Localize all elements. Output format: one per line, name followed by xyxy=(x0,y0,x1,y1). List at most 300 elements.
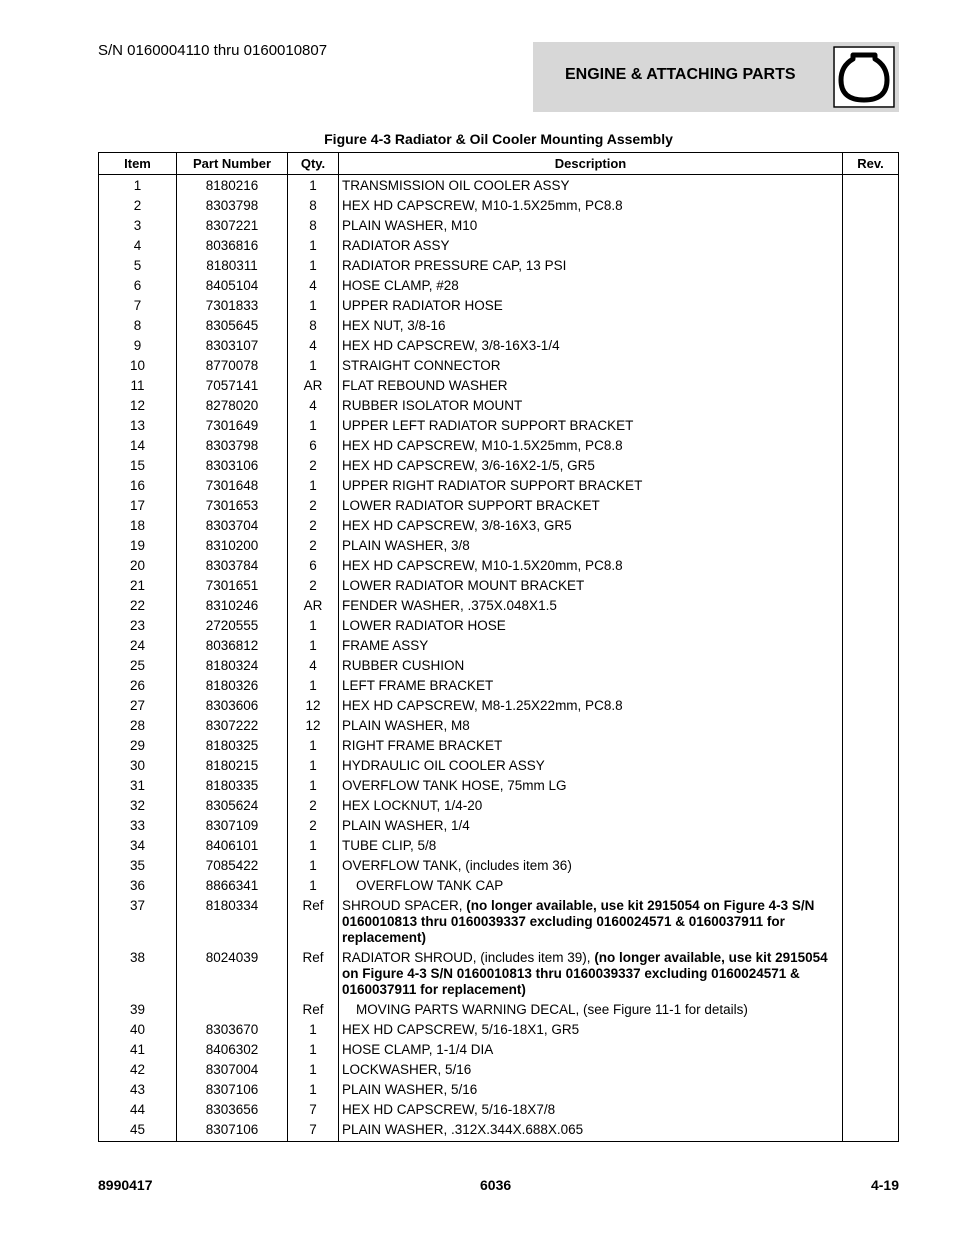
cell-qty: 1 xyxy=(288,616,339,636)
cell-description xyxy=(339,1020,843,1040)
cell-qty: 8 xyxy=(288,316,339,336)
cell-description xyxy=(339,1000,843,1020)
cell-item: 29 xyxy=(99,736,177,756)
description-text: LOWER RADIATOR HOSE xyxy=(342,618,506,633)
description-text: HEX HD CAPSCREW, 5/16-18X1, GR5 xyxy=(342,1022,580,1037)
description-text: HEX HD CAPSCREW, 5/16-18X7/8 xyxy=(342,1102,556,1117)
cell-item: 7 xyxy=(99,296,177,316)
cell-description xyxy=(339,636,843,656)
cell-qty: 1 xyxy=(288,296,339,316)
cell-part-number: 7301649 xyxy=(177,416,288,436)
cell-part-number: 8180326 xyxy=(177,676,288,696)
cell-qty: 2 xyxy=(288,816,339,836)
cell-part-number: 8303606 xyxy=(177,696,288,716)
cell-rev xyxy=(843,216,899,236)
cell-qty: 6 xyxy=(288,436,339,456)
cell-rev xyxy=(843,596,899,616)
description-text: FLAT REBOUND WASHER xyxy=(342,378,508,393)
cell-rev xyxy=(843,1060,899,1080)
description-text: HEX HD CAPSCREW, 3/6-16X2-1/5, GR5 xyxy=(342,458,595,473)
cell-item: 36 xyxy=(99,876,177,896)
cell-rev xyxy=(843,336,899,356)
cell-rev xyxy=(843,1020,899,1040)
description-note: (no longer available, use kit 2915054 on Figure 4-3 S/N 0160010813 thru 0160039337 excluding 0160024571 & 0160037911 for replacement) xyxy=(342,950,828,997)
cell-qty: 1 xyxy=(288,736,339,756)
description-text: LEFT FRAME BRACKET xyxy=(342,678,494,693)
table-header-row xyxy=(99,153,899,175)
cell-item: 31 xyxy=(99,776,177,796)
table-row xyxy=(99,396,899,416)
table-row xyxy=(99,316,899,336)
cell-rev xyxy=(843,1000,899,1020)
cell-part-number: 8307106 xyxy=(177,1080,288,1100)
cell-part-number: 8180335 xyxy=(177,776,288,796)
cell-item: 16 xyxy=(99,476,177,496)
cell-item: 34 xyxy=(99,836,177,856)
table-row xyxy=(99,696,899,716)
cell-item: 15 xyxy=(99,456,177,476)
cell-description xyxy=(339,596,843,616)
cell-qty: 2 xyxy=(288,796,339,816)
cell-qty: 8 xyxy=(288,196,339,216)
table-row xyxy=(99,256,899,276)
description-text: HEX HD CAPSCREW, M10-1.5X25mm, PC8.8 xyxy=(342,438,623,453)
cell-item: 38 xyxy=(99,948,177,1000)
table-row xyxy=(99,636,899,656)
cell-item: 5 xyxy=(99,256,177,276)
cell-description xyxy=(339,436,843,456)
cell-qty: 1 xyxy=(288,676,339,696)
table-row xyxy=(99,556,899,576)
cell-description xyxy=(339,816,843,836)
description-note: (no longer available, use kit 2915054 on Figure 4-3 S/N 0160010813 thru 0160039337 excluding 0160024571 & 0160037911 for replacement) xyxy=(342,898,815,945)
figure-title: Figure 4-3 Radiator & Oil Cooler Mounting Assembly xyxy=(324,131,673,147)
table-row xyxy=(99,336,899,356)
description-text: UPPER RIGHT RADIATOR SUPPORT BRACKET xyxy=(342,478,643,493)
description-text: HEX LOCKNUT, 1/4-20 xyxy=(342,798,483,813)
table-row xyxy=(99,496,899,516)
cell-item: 40 xyxy=(99,1020,177,1040)
cell-part-number: 7301648 xyxy=(177,476,288,496)
cell-qty: 4 xyxy=(288,276,339,296)
table-row xyxy=(99,416,899,436)
cell-qty: 4 xyxy=(288,656,339,676)
description-text: RADIATOR SHROUD, (includes item 39), xyxy=(342,950,595,965)
column-header-qty: Qty. xyxy=(288,153,339,175)
table-row xyxy=(99,436,899,456)
cell-qty: 1 xyxy=(288,416,339,436)
cell-rev xyxy=(843,756,899,776)
cell-qty: Ref xyxy=(288,896,339,948)
cell-part-number: 8770078 xyxy=(177,356,288,376)
cell-rev xyxy=(843,556,899,576)
cell-item: 26 xyxy=(99,676,177,696)
table-row xyxy=(99,236,899,256)
cell-part-number: 7301651 xyxy=(177,576,288,596)
cell-qty: 1 xyxy=(288,476,339,496)
cell-part-number: 8305645 xyxy=(177,316,288,336)
cell-part-number: 8180324 xyxy=(177,656,288,676)
cell-item: 24 xyxy=(99,636,177,656)
cell-description xyxy=(339,376,843,396)
cell-part-number: 8303656 xyxy=(177,1100,288,1120)
cell-description xyxy=(339,1120,843,1142)
cell-item: 45 xyxy=(99,1120,177,1142)
cell-part-number: 8303798 xyxy=(177,436,288,456)
cell-qty: 2 xyxy=(288,536,339,556)
cell-part-number: 7057141 xyxy=(177,376,288,396)
table-row xyxy=(99,876,899,896)
cell-description xyxy=(339,896,843,948)
cell-description xyxy=(339,1060,843,1080)
cell-part-number: 8406302 xyxy=(177,1040,288,1060)
footer-page-number: 4-19 xyxy=(870,1177,899,1193)
cell-qty: 1 xyxy=(288,356,339,376)
table-row xyxy=(99,456,899,476)
cell-description xyxy=(339,236,843,256)
table-row xyxy=(99,856,899,876)
column-header-item: Item xyxy=(99,153,177,175)
cell-description xyxy=(339,576,843,596)
cell-rev xyxy=(843,436,899,456)
cell-rev xyxy=(843,616,899,636)
cell-rev xyxy=(843,256,899,276)
cell-rev xyxy=(843,1120,899,1142)
cell-description xyxy=(339,736,843,756)
description-text: LOCKWASHER, 5/16 xyxy=(342,1062,472,1077)
cell-description xyxy=(339,456,843,476)
cell-rev xyxy=(843,1040,899,1060)
description-text: HEX HD CAPSCREW, M8-1.25X22mm, PC8.8 xyxy=(342,698,623,713)
description-text: HOSE CLAMP, #28 xyxy=(342,278,459,293)
cell-item: 21 xyxy=(99,576,177,596)
cell-part-number: 8303704 xyxy=(177,516,288,536)
cell-qty: AR xyxy=(288,596,339,616)
cell-rev xyxy=(843,296,899,316)
cell-part-number: 8180215 xyxy=(177,756,288,776)
cell-qty: 8 xyxy=(288,216,339,236)
cell-item: 42 xyxy=(99,1060,177,1080)
cell-description xyxy=(339,175,843,197)
cell-item: 41 xyxy=(99,1040,177,1060)
cell-description xyxy=(339,856,843,876)
cell-qty: 1 xyxy=(288,236,339,256)
description-text: FENDER WASHER, .375X.048X1.5 xyxy=(342,598,557,613)
table-row xyxy=(99,1080,899,1100)
cell-rev xyxy=(843,716,899,736)
cell-part-number: 8406101 xyxy=(177,836,288,856)
cell-rev xyxy=(843,175,899,197)
cell-qty: 1 xyxy=(288,636,339,656)
cell-qty: 1 xyxy=(288,856,339,876)
cell-item: 13 xyxy=(99,416,177,436)
description-text: PLAIN WASHER, M10 xyxy=(342,218,478,233)
cell-rev xyxy=(843,896,899,948)
cell-rev xyxy=(843,236,899,256)
cell-description xyxy=(339,496,843,516)
cell-part-number: 8180311 xyxy=(177,256,288,276)
footer-doc-number: 8990417 xyxy=(98,1177,153,1193)
cell-qty: 2 xyxy=(288,456,339,476)
section-header xyxy=(533,42,899,112)
cell-rev xyxy=(843,796,899,816)
description-text: MOVING PARTS WARNING DECAL, (see Figure 11-1 for details) xyxy=(356,1002,748,1017)
cell-rev xyxy=(843,416,899,436)
cell-qty: 1 xyxy=(288,1020,339,1040)
description-text: TUBE CLIP, 5/8 xyxy=(342,838,437,853)
cell-rev xyxy=(843,816,899,836)
table-row xyxy=(99,596,899,616)
description-text: PLAIN WASHER, 3/8 xyxy=(342,538,470,553)
table-row xyxy=(99,1100,899,1120)
cell-description xyxy=(339,716,843,736)
cell-part-number: 8303106 xyxy=(177,456,288,476)
cell-item: 6 xyxy=(99,276,177,296)
cell-description xyxy=(339,256,843,276)
cell-description xyxy=(339,296,843,316)
cell-qty: AR xyxy=(288,376,339,396)
cell-part-number xyxy=(177,1000,288,1020)
cell-qty: 7 xyxy=(288,1100,339,1120)
cell-qty: 1 xyxy=(288,756,339,776)
cell-rev xyxy=(843,736,899,756)
cell-qty: 1 xyxy=(288,256,339,276)
description-text: OVERFLOW TANK HOSE, 75mm LG xyxy=(342,778,567,793)
cell-item: 14 xyxy=(99,436,177,456)
description-text: HEX HD CAPSCREW, 3/8-16X3, GR5 xyxy=(342,518,572,533)
cell-part-number: 8036816 xyxy=(177,236,288,256)
cell-part-number: 8307222 xyxy=(177,716,288,736)
cell-item: 43 xyxy=(99,1080,177,1100)
cell-qty: 2 xyxy=(288,496,339,516)
description-text: RUBBER CUSHION xyxy=(342,658,465,673)
description-text: HEX HD CAPSCREW, M10-1.5X20mm, PC8.8 xyxy=(342,558,623,573)
description-text: OVERFLOW TANK CAP xyxy=(356,878,504,893)
cell-part-number: 8024039 xyxy=(177,948,288,1000)
description-text: HEX NUT, 3/8-16 xyxy=(342,318,446,333)
table-row xyxy=(99,736,899,756)
cell-item: 33 xyxy=(99,816,177,836)
cell-description xyxy=(339,676,843,696)
cell-part-number: 8866341 xyxy=(177,876,288,896)
cell-qty: 4 xyxy=(288,396,339,416)
description-text: LOWER RADIATOR SUPPORT BRACKET xyxy=(342,498,600,513)
cell-description xyxy=(339,356,843,376)
cell-part-number: 8303670 xyxy=(177,1020,288,1040)
table-row xyxy=(99,376,899,396)
cell-qty: 2 xyxy=(288,576,339,596)
table-row xyxy=(99,796,899,816)
cell-item: 3 xyxy=(99,216,177,236)
description-text: HOSE CLAMP, 1-1/4 DIA xyxy=(342,1042,494,1057)
description-text: FRAME ASSY xyxy=(342,638,429,653)
cell-qty: 12 xyxy=(288,716,339,736)
table-row xyxy=(99,948,899,1000)
cell-qty: 7 xyxy=(288,1120,339,1142)
cell-part-number: 8303798 xyxy=(177,196,288,216)
table-row xyxy=(99,656,899,676)
cell-item: 25 xyxy=(99,656,177,676)
cell-rev xyxy=(843,476,899,496)
cell-part-number: 7301833 xyxy=(177,296,288,316)
cell-item: 1 xyxy=(99,175,177,197)
cell-rev xyxy=(843,696,899,716)
cell-description xyxy=(339,516,843,536)
table-row xyxy=(99,276,899,296)
column-header-rev: Rev. xyxy=(843,153,899,175)
table-row xyxy=(99,716,899,736)
cell-part-number: 8180325 xyxy=(177,736,288,756)
table-row xyxy=(99,896,899,948)
cell-item: 30 xyxy=(99,756,177,776)
cell-part-number: 8307221 xyxy=(177,216,288,236)
cell-rev xyxy=(843,376,899,396)
description-text: RADIATOR PRESSURE CAP, 13 PSI xyxy=(342,258,567,273)
cell-part-number: 8310246 xyxy=(177,596,288,616)
cell-description xyxy=(339,836,843,856)
cell-item: 2 xyxy=(99,196,177,216)
table-row xyxy=(99,1000,899,1020)
cell-description xyxy=(339,1100,843,1120)
cell-item: 44 xyxy=(99,1100,177,1120)
cell-qty: 6 xyxy=(288,556,339,576)
cell-part-number: 8307106 xyxy=(177,1120,288,1142)
cell-part-number: 8307109 xyxy=(177,816,288,836)
table-row xyxy=(99,1020,899,1040)
cell-part-number: 2720555 xyxy=(177,616,288,636)
cell-description xyxy=(339,556,843,576)
column-header-part-number: Part Number xyxy=(177,153,288,175)
cell-description xyxy=(339,756,843,776)
cell-rev xyxy=(843,536,899,556)
description-text: PLAIN WASHER, 1/4 xyxy=(342,818,470,833)
cell-description xyxy=(339,796,843,816)
description-text: HYDRAULIC OIL COOLER ASSY xyxy=(342,758,545,773)
cell-rev xyxy=(843,196,899,216)
cell-description xyxy=(339,876,843,896)
table-row xyxy=(99,816,899,836)
cell-item: 18 xyxy=(99,516,177,536)
cell-item: 12 xyxy=(99,396,177,416)
cell-part-number: 8180334 xyxy=(177,896,288,948)
description-text: SHROUD SPACER, xyxy=(342,898,467,913)
cell-rev xyxy=(843,1100,899,1120)
cell-item: 11 xyxy=(99,376,177,396)
cell-rev xyxy=(843,836,899,856)
cell-rev xyxy=(843,856,899,876)
table-row xyxy=(99,216,899,236)
cell-qty: 1 xyxy=(288,836,339,856)
cell-item: 37 xyxy=(99,896,177,948)
table-row xyxy=(99,296,899,316)
cell-item: 35 xyxy=(99,856,177,876)
description-text: OVERFLOW TANK, (includes item 36) xyxy=(342,858,572,873)
table-row xyxy=(99,576,899,596)
cell-rev xyxy=(843,456,899,476)
parts-table xyxy=(98,152,899,1142)
description-text: RUBBER ISOLATOR MOUNT xyxy=(342,398,523,413)
cell-part-number: 8303784 xyxy=(177,556,288,576)
table-row xyxy=(99,476,899,496)
cell-item: 19 xyxy=(99,536,177,556)
cell-description xyxy=(339,1040,843,1060)
cell-rev xyxy=(843,356,899,376)
cell-rev xyxy=(843,776,899,796)
description-text: STRAIGHT CONNECTOR xyxy=(342,358,501,373)
cell-item: 22 xyxy=(99,596,177,616)
table-row xyxy=(99,1060,899,1080)
cell-rev xyxy=(843,656,899,676)
cell-part-number: 7085422 xyxy=(177,856,288,876)
cell-description xyxy=(339,536,843,556)
cell-qty: 4 xyxy=(288,336,339,356)
cell-rev xyxy=(843,876,899,896)
cell-description xyxy=(339,416,843,436)
section-title: ENGINE & ATTACHING PARTS xyxy=(565,66,796,83)
cell-part-number: 8180216 xyxy=(177,175,288,197)
cell-description xyxy=(339,216,843,236)
table-row xyxy=(99,616,899,636)
description-text: HEX HD CAPSCREW, 3/8-16X3-1/4 xyxy=(342,338,560,353)
cell-item: 32 xyxy=(99,796,177,816)
table-row xyxy=(99,676,899,696)
cell-item: 27 xyxy=(99,696,177,716)
description-text: RADIATOR ASSY xyxy=(342,238,450,253)
cell-description xyxy=(339,316,843,336)
cell-rev xyxy=(843,576,899,596)
cell-description xyxy=(339,616,843,636)
cell-rev xyxy=(843,496,899,516)
table-row xyxy=(99,1040,899,1060)
description-text: LOWER RADIATOR MOUNT BRACKET xyxy=(342,578,585,593)
cell-description xyxy=(339,336,843,356)
cell-qty: Ref xyxy=(288,948,339,1000)
cell-part-number: 8405104 xyxy=(177,276,288,296)
cell-part-number: 8307004 xyxy=(177,1060,288,1080)
cell-qty: 1 xyxy=(288,175,339,197)
cell-description xyxy=(339,696,843,716)
table-row xyxy=(99,756,899,776)
cell-description xyxy=(339,196,843,216)
description-text: PLAIN WASHER, M8 xyxy=(342,718,470,733)
cell-qty: 1 xyxy=(288,876,339,896)
description-text: UPPER RADIATOR HOSE xyxy=(342,298,503,313)
description-text: UPPER LEFT RADIATOR SUPPORT BRACKET xyxy=(342,418,634,433)
cell-part-number: 8305624 xyxy=(177,796,288,816)
description-text: TRANSMISSION OIL COOLER ASSY xyxy=(342,178,570,193)
cell-item: 17 xyxy=(99,496,177,516)
cell-qty: 1 xyxy=(288,1080,339,1100)
cell-rev xyxy=(843,948,899,1000)
engine-icon xyxy=(833,46,895,108)
table-row xyxy=(99,536,899,556)
description-text: HEX HD CAPSCREW, M10-1.5X25mm, PC8.8 xyxy=(342,198,623,213)
cell-description xyxy=(339,776,843,796)
cell-qty: 1 xyxy=(288,776,339,796)
parts-table-body xyxy=(99,175,899,1142)
serial-range: S/N 0160004110 thru 0160010807 xyxy=(98,42,328,59)
cell-description xyxy=(339,1080,843,1100)
cell-part-number: 8036812 xyxy=(177,636,288,656)
cell-item: 39 xyxy=(99,1000,177,1020)
description-text: PLAIN WASHER, .312X.344X.688X.065 xyxy=(342,1122,584,1137)
cell-description xyxy=(339,276,843,296)
cell-rev xyxy=(843,396,899,416)
cell-part-number: 8310200 xyxy=(177,536,288,556)
cell-item: 28 xyxy=(99,716,177,736)
cell-part-number: 8278020 xyxy=(177,396,288,416)
cell-description xyxy=(339,948,843,1000)
